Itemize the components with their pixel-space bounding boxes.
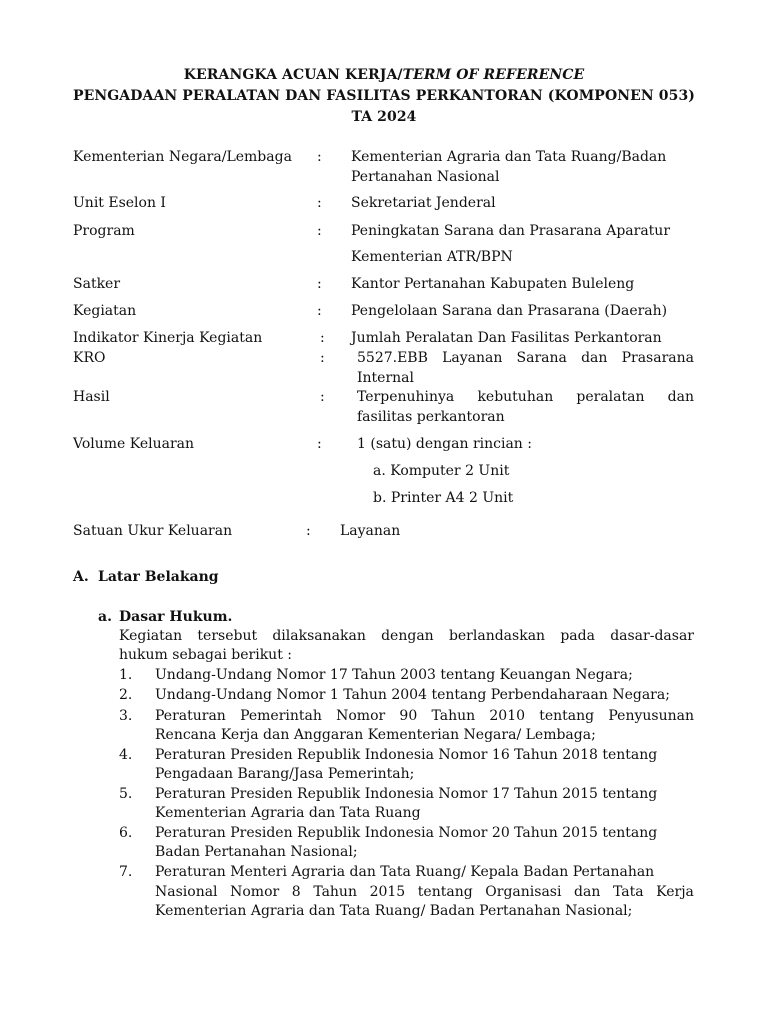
- word: tentang: [539, 708, 595, 724]
- doc-title-italic: TERM OF REFERENCE: [402, 67, 585, 83]
- intro-line1: [119, 626, 694, 646]
- info-colon: :: [317, 436, 322, 452]
- info-colon: :: [320, 330, 325, 346]
- list-item-text: Peraturan Menteri Agraria dan Tata Ruang/ Kepala Badan Pertanahan: [155, 864, 655, 880]
- info-value-satuan: Layanan: [340, 523, 401, 539]
- info-colon: :: [317, 303, 322, 319]
- info-label-eselon: Unit Eselon I: [73, 195, 166, 211]
- info-label-program: Program: [73, 223, 135, 239]
- intro-line2: hukum sebagai berikut :: [119, 647, 292, 663]
- list-item-text: Rencana Kerja dan Anggaran Kementerian Negara/ Lembaga;: [155, 727, 596, 743]
- word: tentang: [417, 884, 473, 900]
- list-item-text: [155, 706, 694, 726]
- info-label-kro: KRO: [73, 350, 106, 366]
- info-value-hasil-line1: [357, 387, 694, 407]
- info-value-satker: Kantor Pertanahan Kabupaten Buleleng: [351, 276, 635, 292]
- word: 2010: [489, 708, 526, 724]
- list-item-text: Peraturan Presiden Republik Indonesia Nomor 17 Tahun 2015 tentang: [155, 786, 658, 802]
- list-item-number: 2.: [119, 687, 133, 703]
- info-value-volume: 1 (satu) dengan rincian :: [357, 436, 532, 452]
- list-item-number: 7.: [119, 864, 133, 880]
- list-item-text: Peraturan Presiden Republik Indonesia Nomor 20 Tahun 2015 tentang: [155, 825, 658, 841]
- info-label-indikator: Indikator Kinerja Kegiatan: [73, 330, 263, 346]
- word: Sarana: [516, 350, 567, 366]
- list-item-text: Undang-Undang Nomor 17 Tahun 2003 tentang Keuangan Negara;: [155, 667, 633, 683]
- info-colon: :: [317, 149, 322, 165]
- word: 90: [399, 708, 418, 724]
- info-value-hasil-line2: fasilitas perkantoran: [357, 409, 505, 425]
- doc-title-line1: [0, 67, 768, 83]
- word: tersebut: [197, 628, 258, 644]
- subsection-a-title: Dasar Hukum.: [119, 609, 233, 625]
- info-label-hasil: Hasil: [73, 389, 110, 405]
- word: Nomor: [336, 708, 386, 724]
- word: Peraturan: [155, 708, 226, 724]
- section-a-number: A.: [73, 569, 89, 585]
- info-label-kementerian: Kementerian Negara/Lembaga: [73, 149, 292, 165]
- info-value-eselon: Sekretariat Jenderal: [351, 195, 496, 211]
- list-item-text: Peraturan Presiden Republik Indonesia Nomor 16 Tahun 2018 tentang: [155, 747, 658, 763]
- list-item-text: Kementerian Agraria dan Tata Ruang/ Badan Pertanahan Nasional;: [155, 903, 633, 919]
- info-colon: :: [320, 350, 325, 366]
- word: Tahun: [431, 708, 476, 724]
- word: dilaksanakan: [272, 628, 366, 644]
- info-label-satker: Satker: [73, 276, 121, 292]
- info-value-kementerian-line1: Kementerian Agraria dan Tata Ruang/Badan: [351, 149, 667, 165]
- list-item-number: 6.: [119, 825, 133, 841]
- info-colon: :: [317, 223, 322, 239]
- word: Tata: [612, 884, 644, 900]
- info-colon: :: [320, 389, 325, 405]
- info-colon: :: [317, 276, 322, 292]
- list-item-number: 5.: [119, 786, 133, 802]
- list-item-number: 4.: [119, 747, 133, 763]
- info-value-kro-line2: Internal: [357, 370, 414, 386]
- word: Tahun: [313, 884, 357, 900]
- word: dasar-dasar: [610, 628, 694, 644]
- word: Kerja: [656, 884, 694, 900]
- word: Penyusunan: [608, 708, 694, 724]
- word: Prasarana: [621, 350, 694, 366]
- word: pada: [560, 628, 595, 644]
- list-item-text: Pengadaan Barang/Jasa Pemerintah;: [155, 766, 415, 782]
- word: berlandaskan: [448, 628, 546, 644]
- subsection-a-number: a.: [98, 609, 112, 625]
- word: dan: [667, 389, 694, 405]
- doc-title-main: KERANGKA ACUAN KERJA/: [183, 67, 403, 83]
- info-colon: :: [306, 523, 311, 539]
- info-value-program-line2: Kementerian ATR/BPN: [351, 249, 513, 265]
- list-item-number: 3.: [119, 708, 133, 724]
- word: 2015: [369, 884, 406, 900]
- word: Kegiatan: [119, 628, 183, 644]
- word: Nomor: [230, 884, 280, 900]
- doc-title-line2: PENGADAAN PERALATAN DAN FASILITAS PERKANTORAN (KOMPONEN 053): [72, 88, 696, 104]
- word: Nasional: [155, 884, 218, 900]
- info-label-volume: Volume Keluaran: [73, 436, 195, 452]
- word: Pemerintah: [240, 708, 322, 724]
- volume-item: b. Printer A4 2 Unit: [373, 490, 514, 506]
- word: Terpenuhinya: [357, 389, 455, 405]
- volume-item: a. Komputer 2 Unit: [373, 463, 510, 479]
- info-value-kegiatan: Pengelolaan Sarana dan Prasarana (Daerah): [351, 303, 668, 319]
- word: Layanan: [442, 350, 503, 366]
- word: Organisasi: [485, 884, 562, 900]
- word: dengan: [381, 628, 434, 644]
- list-item-text: [155, 882, 694, 902]
- list-item-number: 1.: [119, 667, 133, 683]
- word: peralatan: [576, 389, 645, 405]
- list-item-text: Badan Pertanahan Nasional;: [155, 844, 358, 860]
- list-item-text: Kementerian Agraria dan Tata Ruang: [155, 805, 421, 821]
- info-value-kementerian-line2: Pertanahan Nasional: [351, 169, 500, 185]
- info-colon: :: [317, 195, 322, 211]
- info-value-kro-line1: [357, 348, 694, 368]
- word: dan: [581, 350, 608, 366]
- section-a-title: Latar Belakang: [98, 569, 219, 585]
- word: 8: [291, 884, 301, 900]
- info-label-satuan: Satuan Ukur Keluaran: [73, 523, 233, 539]
- word: kebutuhan: [477, 389, 554, 405]
- info-value-program-line1: Peningkatan Sarana dan Prasarana Aparatur: [351, 223, 671, 239]
- word: 5527.EBB: [357, 350, 428, 366]
- doc-title-line3: TA 2024: [351, 109, 417, 125]
- list-item-text: Undang-Undang Nomor 1 Tahun 2004 tentang Perbendaharaan Negara;: [155, 687, 670, 703]
- info-label-kegiatan: Kegiatan: [73, 303, 137, 319]
- info-value-indikator: Jumlah Peralatan Dan Fasilitas Perkantoran: [351, 330, 662, 346]
- word: dan: [574, 884, 601, 900]
